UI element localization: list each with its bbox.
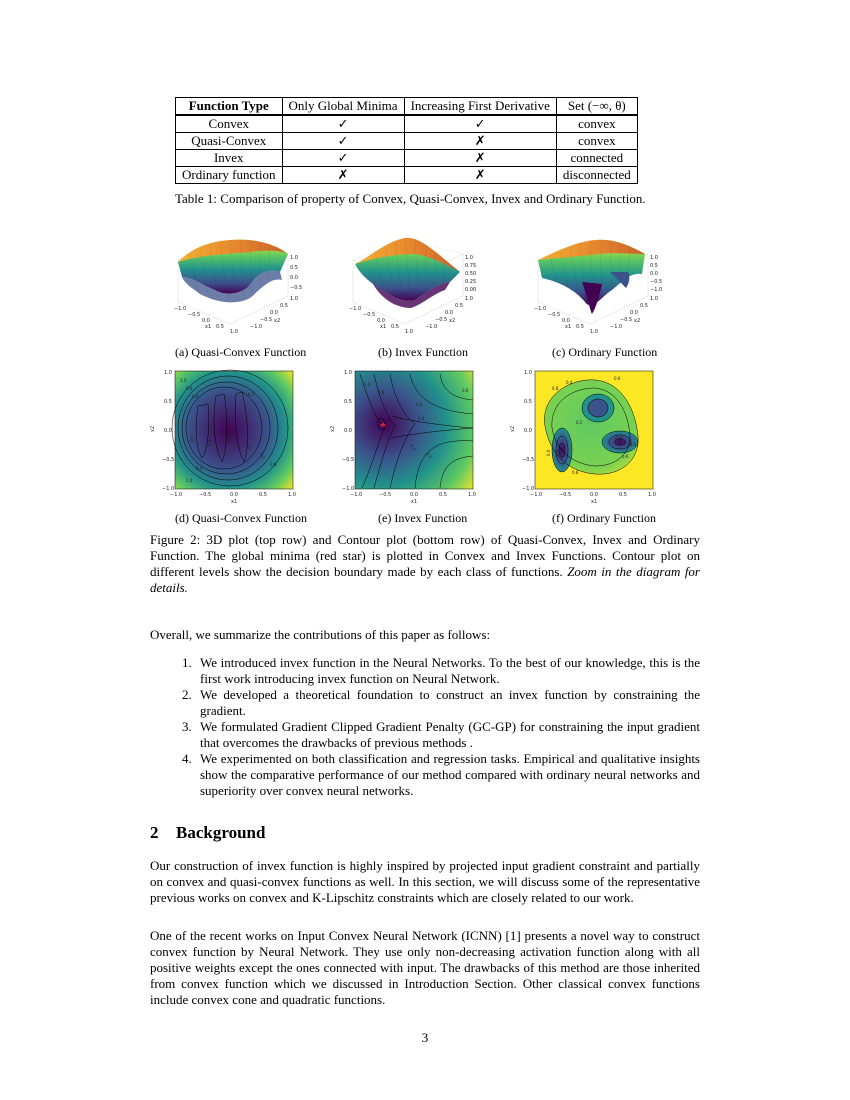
xaxis-tick: 0.0 — [202, 318, 210, 324]
list-item-number: 4. — [182, 751, 192, 766]
list-item — [182, 655, 700, 687]
zaxis-tick: −1.0 — [650, 287, 663, 293]
xaxis-tick: 1.0 — [468, 492, 476, 498]
table-cell: convex — [556, 115, 637, 133]
table-cell: ✓ — [282, 150, 404, 167]
yaxis-label: x2 — [150, 425, 156, 432]
contour-level-label: 0.6 — [614, 376, 621, 381]
contour-plot-invex — [330, 366, 480, 506]
xaxis-tick: −1.0 — [350, 492, 363, 498]
yaxis-tick: 0.5 — [164, 399, 172, 405]
contour-level-label: 0.0 — [546, 449, 551, 456]
contour-level-label: 0.8 — [378, 390, 385, 395]
subcaption-b: (b) Invex Function — [378, 345, 468, 359]
yaxis-tick: 0.0 — [445, 310, 453, 316]
section-heading — [150, 823, 265, 843]
contour-background — [355, 371, 473, 489]
figure-caption-italic: Zoom in the diagram for details. — [150, 564, 700, 595]
table-cell: Invex — [176, 150, 283, 167]
contour-level-label: 0.2 — [259, 452, 267, 461]
section-number: 2 — [150, 823, 159, 842]
subcaption-c: (c) Ordinary Function — [552, 345, 658, 359]
xaxis-tick: −0.5 — [363, 312, 376, 318]
yaxis-tick: 1.0 — [164, 370, 172, 376]
yaxis-tick: −0.5 — [522, 457, 535, 463]
table-cell: ✗ — [282, 167, 404, 184]
figure-caption-text: Figure 2: 3D plot (top row) and Contour plot (bottom row) of Quasi-Convex, Invex and Ordinary Function. The global minima (red star) is plotted in Convex and Invex Functions. Contour plot on different levels show the decision boundary made by each class of functions. — [150, 532, 700, 579]
xaxis-tick: 1.0 — [405, 329, 413, 335]
table-cell: ✗ — [404, 133, 556, 150]
zaxis-tick: 1.0 — [465, 255, 473, 261]
zaxis-tick: 1.0 — [290, 255, 298, 261]
zaxis-tick: 0.0 — [650, 271, 658, 277]
xaxis-tick: −1.0 — [349, 306, 362, 312]
list-item-number: 3. — [182, 719, 192, 734]
subcaption-e: (e) Invex Function — [378, 511, 468, 525]
yaxis-tick: −0.5 — [342, 457, 355, 463]
xaxis-label: x1 — [380, 324, 387, 330]
xaxis-tick: −0.5 — [199, 492, 212, 498]
yaxis-tick: 0.5 — [524, 399, 532, 405]
list-item-text: We introduced invex function in the Neural Networks. To the best of our knowledge, this is the first work introducing invex function on Neural Network. — [200, 655, 700, 686]
subcaption-f: (f) Ordinary Function — [552, 511, 656, 525]
xaxis-tick: 0.5 — [391, 324, 399, 330]
list-item-text: We developed a theoretical foundation to construct an invex function by constraining the gradient. — [200, 687, 700, 718]
contour-level-label: 1.0 — [186, 478, 193, 483]
yaxis-tick: 1.0 — [290, 296, 298, 302]
background-paragraph-2: One of the recent works on Input Convex Neural Network (ICNN) [1] presents a novel way to construct convex function by Neural Network. They use only non-decreasing activation function along with all positive weights except the ones connected with input. The drawbacks of this method are those inherited from convex function which we discussed in Introduction Section. Other classical convex functions include convex cone and quadratic functions. — [150, 928, 700, 1007]
yaxis-tick: 0.0 — [164, 428, 172, 434]
xaxis-tick: 1.0 — [590, 329, 598, 335]
zaxis-tick: 0.50 — [465, 271, 477, 277]
contour-level-label: 0.6 — [416, 402, 423, 407]
zaxis-tick: 0.5 — [290, 265, 298, 271]
xaxis-tick: −1.0 — [534, 306, 547, 312]
contour-level-label: -0.2 — [227, 434, 232, 442]
contour-level-label: 0.2 — [248, 392, 255, 397]
xaxis-tick: 0.0 — [562, 318, 570, 324]
contour-level-label: -0.6 — [556, 450, 561, 458]
subcaption-d: (d) Quasi-Convex Function — [175, 511, 307, 525]
table-header-cell: Increasing First Derivative — [404, 98, 556, 116]
yaxis-label: x2 — [330, 425, 336, 432]
list-item-text: We formulated Gradient Clipped Gradient Penalty (GC-GP) for constraining the input gradient that overcomes the drawbacks of previous methods . — [200, 719, 700, 750]
contour-level-label: 0.4 — [196, 466, 203, 471]
yaxis-tick: −0.5 — [620, 317, 633, 323]
table-cell: ✗ — [404, 150, 556, 167]
xaxis-tick: 1.0 — [648, 492, 656, 498]
xaxis-label: x1 — [565, 324, 572, 330]
plot-3d-quasi-convex — [170, 232, 303, 337]
yaxis-tick: −1.0 — [162, 486, 175, 492]
table-caption: Table 1: Comparison of property of Convex, Quasi-Convex, Invex and Ordinary Function. — [175, 191, 646, 206]
table-row — [176, 133, 638, 150]
xaxis-label: x1 — [591, 499, 598, 505]
table-header-cell: Only Global Minima — [282, 98, 404, 116]
yaxis-tick: 0.0 — [524, 428, 532, 434]
yaxis-tick: 0.5 — [455, 303, 463, 309]
table-cell: ✗ — [404, 167, 556, 184]
zaxis-tick: 0.0 — [290, 275, 298, 281]
yaxis-label: x2 — [274, 318, 281, 324]
zaxis-tick: −0.5 — [290, 285, 303, 291]
plot-3d-invex — [345, 232, 475, 337]
xaxis-tick: 0.5 — [259, 492, 267, 498]
table-cell: Quasi-Convex — [176, 133, 283, 150]
table-cell: ✓ — [404, 115, 556, 133]
table-header-cell: Set (−∞, θ) — [556, 98, 637, 116]
list-item — [182, 719, 700, 751]
list-item-number: 1. — [182, 655, 192, 670]
xaxis-tick: 0.5 — [619, 492, 627, 498]
contour-level-label: 1.0 — [180, 378, 187, 383]
yaxis-tick: −0.5 — [260, 317, 273, 323]
contour-level-label: -0.8 — [614, 436, 622, 441]
yaxis-tick: 1.0 — [650, 296, 658, 302]
xaxis-label: x1 — [411, 499, 418, 505]
xaxis-tick: 0.5 — [216, 324, 224, 330]
xaxis-tick: 0.5 — [439, 492, 447, 498]
table-row — [176, 167, 638, 184]
yaxis-label: x2 — [634, 318, 641, 324]
contour-level-label: 0.6 — [186, 386, 193, 391]
table-header-row — [176, 98, 638, 116]
xaxis-tick: 0.5 — [576, 324, 584, 330]
table-row — [176, 115, 638, 133]
subcaption-a: (a) Quasi-Convex Function — [175, 345, 307, 359]
yaxis-tick: −1.0 — [425, 324, 438, 330]
table-cell: convex — [556, 133, 637, 150]
xaxis-tick: 1.0 — [230, 329, 238, 335]
xaxis-tick: −1.0 — [170, 492, 183, 498]
contour-level-label: 0.6 — [462, 388, 469, 393]
yaxis-tick: 1.0 — [344, 370, 352, 376]
table-header-cell: Function Type — [176, 98, 283, 116]
comparison-table — [175, 97, 638, 184]
xaxis-label: x1 — [205, 324, 212, 330]
yaxis-tick: 0.0 — [630, 310, 638, 316]
list-item — [182, 687, 700, 719]
list-item-number: 2. — [182, 687, 192, 702]
xaxis-tick: 0.0 — [590, 492, 598, 498]
yaxis-tick: −1.0 — [522, 486, 535, 492]
xaxis-label: x1 — [231, 499, 238, 505]
yaxis-tick: 0.5 — [344, 399, 352, 405]
yaxis-tick: 0.5 — [640, 303, 648, 309]
zaxis-tick: 0.75 — [465, 263, 477, 269]
yaxis-tick: 1.0 — [465, 296, 473, 302]
table-row — [176, 150, 638, 167]
table-cell: Ordinary function — [176, 167, 283, 184]
contour-level-label: 0.4 — [566, 380, 573, 385]
list-item-text: We experimented on both classification and regression tasks. Empirical and qualitative insights show the comparative performance of our method compared with ordinary neural networks and superiority over convex neural networks. — [200, 751, 700, 798]
contour-level-label: 0.2 — [576, 420, 583, 425]
zaxis-tick: 0.5 — [650, 263, 658, 269]
yaxis-tick: 0.0 — [344, 428, 352, 434]
yaxis-tick: −0.5 — [162, 457, 175, 463]
contour-level-label: 0.4 — [418, 416, 425, 421]
table-cell: ✓ — [282, 115, 404, 133]
contour-level-label: 0.8 — [552, 386, 559, 391]
yaxis-tick: 1.0 — [524, 370, 532, 376]
xaxis-tick: 0.0 — [377, 318, 385, 324]
yaxis-tick: 0.0 — [270, 310, 278, 316]
zaxis-tick: 1.0 — [650, 255, 658, 261]
xaxis-tick: 0.0 — [230, 492, 238, 498]
xaxis-tick: −1.0 — [174, 306, 187, 312]
table-cell: disconnected — [556, 167, 637, 184]
contour-level-label: -0.4 — [207, 438, 212, 446]
contour-level-label: -0.4 — [628, 442, 636, 447]
xaxis-tick: 1.0 — [288, 492, 296, 498]
xaxis-tick: −0.5 — [379, 492, 392, 498]
contour-level-label: 1.0 — [364, 382, 371, 387]
xaxis-tick: −1.0 — [530, 492, 543, 498]
xaxis-tick: −0.5 — [188, 312, 201, 318]
table-cell: Convex — [176, 115, 283, 133]
zaxis-tick: −0.5 — [650, 279, 663, 285]
xaxis-tick: −0.5 — [559, 492, 572, 498]
contour-background — [175, 371, 293, 489]
yaxis-tick: −1.0 — [342, 486, 355, 492]
yaxis-tick: −1.0 — [610, 324, 623, 330]
contributions-intro: Overall, we summarize the contributions of this paper as follows: — [150, 627, 491, 642]
yaxis-label: x2 — [449, 318, 456, 324]
contributions-list — [182, 655, 700, 799]
page-number: 3 — [421, 1030, 429, 1045]
xaxis-tick: 0.0 — [410, 492, 418, 498]
xaxis-tick: −0.5 — [548, 312, 561, 318]
contour-level-label: 0.8 — [572, 470, 579, 475]
contour-level-label: 0.6 — [622, 454, 629, 459]
contour-level-label: 0.6 — [270, 462, 277, 467]
list-item — [182, 751, 700, 799]
plot-3d-ordinary — [530, 232, 663, 337]
contour-level-label: 0.2 — [425, 451, 434, 460]
table-cell: ✓ — [282, 133, 404, 150]
yaxis-label: x2 — [510, 425, 516, 432]
background-paragraph-1: Our construction of invex function is highly inspired by projected input gradient constraint and partially on convex and quasi-convex functions as well. In this section, we will discuss some of the representative previous works on convex and K-Lipschitz constraints which are closely related to our work. — [150, 858, 700, 905]
yaxis-tick: 0.5 — [280, 303, 288, 309]
contour-level-label: 0.3 — [409, 443, 418, 452]
contour-level-label: 0.4 — [192, 394, 199, 399]
contour-level-label: 0.0 — [244, 442, 252, 451]
section-title: Background — [176, 823, 266, 842]
contour-plot-quasi-convex — [150, 366, 300, 506]
contour-level-label: -0.6 — [189, 434, 194, 442]
zaxis-tick: 0.25 — [465, 279, 477, 285]
table-cell: connected — [556, 150, 637, 167]
figure-caption — [150, 532, 700, 596]
contour-plot-ordinary — [510, 366, 660, 506]
yaxis-tick: −0.5 — [435, 317, 448, 323]
zaxis-tick: 0.00 — [465, 287, 477, 293]
yaxis-tick: −1.0 — [250, 324, 263, 330]
